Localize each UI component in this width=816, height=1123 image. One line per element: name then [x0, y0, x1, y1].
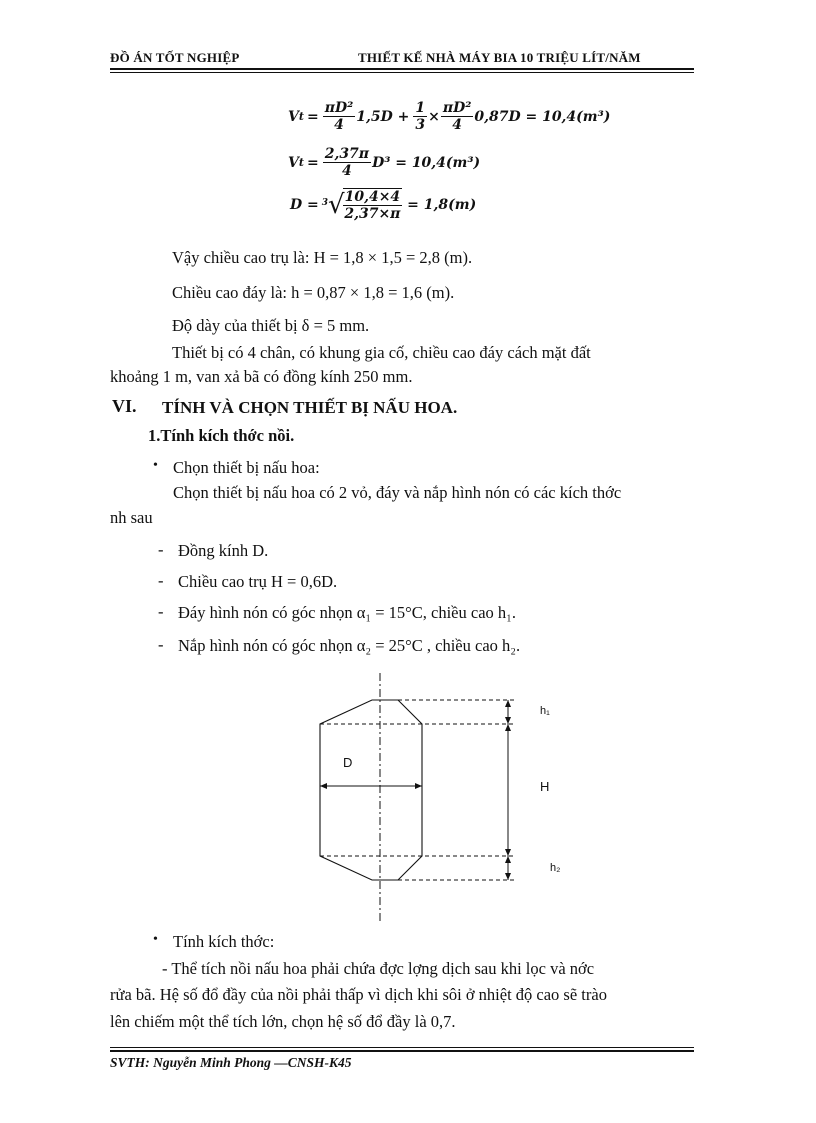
eq1-lhs-sub: t — [298, 110, 304, 123]
choose-label: Chọn thiết bị nấu hoa: — [173, 458, 320, 477]
header-right: THIẾT KẾ NHÀ MÁY BIA 10 TRIỆU LÍT/NĂM — [358, 50, 641, 65]
eq1-fraction-1: $\frac{\text{πD²}}{4}$ — [324, 100, 354, 133]
eq3-cube-root — [322, 188, 403, 222]
section-title: TÍNH VÀ CHỌN THIẾT BỊ NẤU HOA. — [162, 398, 458, 417]
eq1-mid: 1,5D + — [356, 108, 410, 125]
eq3-root-index: 3 — [321, 198, 329, 208]
dash-icon: - — [158, 571, 164, 590]
arrow-down-icon — [505, 849, 511, 856]
equation-volume-simplified: V t = $\frac{2,37\pi}{4}$ D³ = 10,4(m³) — [288, 146, 481, 179]
list-item: Đồng kính D. — [178, 541, 269, 560]
paragraph-cylinder-height: Vậy chiều cao trụ là: H = 1,8 × 1,5 = 2,8 (m). — [172, 248, 473, 267]
dash-icon: - — [158, 635, 164, 654]
arrow-up-icon — [505, 856, 511, 863]
arrow-right-icon — [415, 783, 422, 789]
eq1-times: × — [428, 108, 440, 125]
header-left: ĐỒ ÁN TỐT NGHIỆP — [110, 50, 240, 65]
eq2-lhs: V — [288, 154, 299, 171]
eq3-lhs: D = — [290, 197, 319, 213]
calc-line1: - Thể tích nồi nấu hoa phải chứa đợc lợng dịch sau khi lọc và nớc — [162, 959, 595, 978]
radical-icon: √ — [328, 190, 345, 220]
arrow-left-icon — [320, 783, 327, 789]
eq1-rhs: 0,87D = 10,4(m³) — [474, 108, 611, 125]
equation-volume: V t = $\frac{\text{πD²}}{4}$ 1,5D + $\frac{1}{3}$ × $\frac{\text{πD²}}{4}$ 0,87D = 10,4(m³) — [288, 100, 611, 133]
list-item: Nắp hình nón có góc nhọn α₂ = 25°C , chiều cao h₂. — [178, 636, 521, 655]
calc-label: Tính kích thớc: — [173, 932, 275, 951]
eq1-fraction-2: $\frac{1}{3}$ — [415, 100, 426, 133]
list-item: Chiều cao trụ H = 0,6D. — [178, 572, 338, 591]
diagram-label-H: H — [540, 779, 550, 794]
choose-line2: nh sau — [110, 508, 153, 527]
eq2-fraction: $\frac{2,37\pi}{4}$ — [324, 146, 370, 179]
diagram-label-h1: h₁ — [540, 705, 550, 717]
arrow-down-icon — [505, 873, 511, 880]
subsection-title: 1.Tính kích thớc nồi. — [148, 426, 295, 445]
arrow-up-icon — [505, 700, 511, 707]
section-number: VI. — [112, 396, 137, 416]
eq3-rhs: = 1,8(m) — [407, 197, 477, 213]
arrow-up-icon — [505, 724, 511, 731]
choose-line1: Chọn thiết bị nấu hoa có 2 vỏ, đáy và nắp hình nón có các kích thớc — [173, 483, 622, 502]
paragraph-thickness: Độ dày của thiết bị δ = 5 mm. — [172, 316, 370, 335]
header-rule — [110, 68, 694, 70]
dash-icon: - — [158, 602, 164, 621]
eq1-lhs: V — [288, 108, 299, 125]
diagram-label-h2: h₂ — [550, 862, 561, 874]
calc-line2: rửa bã. Hệ số đổ đầy của nồi phải thấp vì dịch khi sôi ở nhiệt độ cao sẽ trào — [110, 985, 607, 1004]
paragraph-legs-line1: Thiết bị có 4 chân, có khung gia cố, chiều cao đáy cách mặt đất — [172, 343, 591, 362]
diagram-label-D: D — [343, 755, 353, 770]
footer-author: SVTH: Nguyễn Minh Phong —CNSH-K45 — [110, 1055, 352, 1070]
calc-line3: lên chiếm một thể tích lớn, chọn hệ số đổ đầy là 0,7. — [110, 1012, 456, 1031]
bullet-icon: • — [153, 932, 158, 947]
paragraph-bottom-height: Chiều cao đáy là: h = 0,87 × 1,8 = 1,6 (m). — [172, 283, 455, 302]
eq2-lhs-sub: t — [298, 156, 304, 169]
eq3-fraction: $\frac{10,4\times 4}{2,37\times\pi}$ — [344, 189, 401, 222]
paragraph-legs-line2: khoảng 1 m, van xả bã có đồng kính 250 mm. — [110, 367, 413, 386]
equation-diameter — [290, 188, 476, 222]
list-item: Đáy hình nón có góc nhọn α₁ = 15°C, chiều cao h₁. — [178, 603, 517, 622]
footer-rule — [110, 1050, 694, 1052]
vessel-outline — [320, 700, 422, 880]
eq2-rhs: D³ = 10,4(m³) — [372, 154, 481, 171]
header-rule-thin — [110, 72, 694, 73]
footer-rule-thin — [110, 1047, 694, 1048]
arrow-down-icon — [505, 717, 511, 724]
dash-icon: - — [158, 540, 164, 559]
bullet-icon: • — [153, 458, 158, 473]
eq1-fraction-3: $\frac{\text{πD²}}{4}$ — [442, 100, 472, 133]
